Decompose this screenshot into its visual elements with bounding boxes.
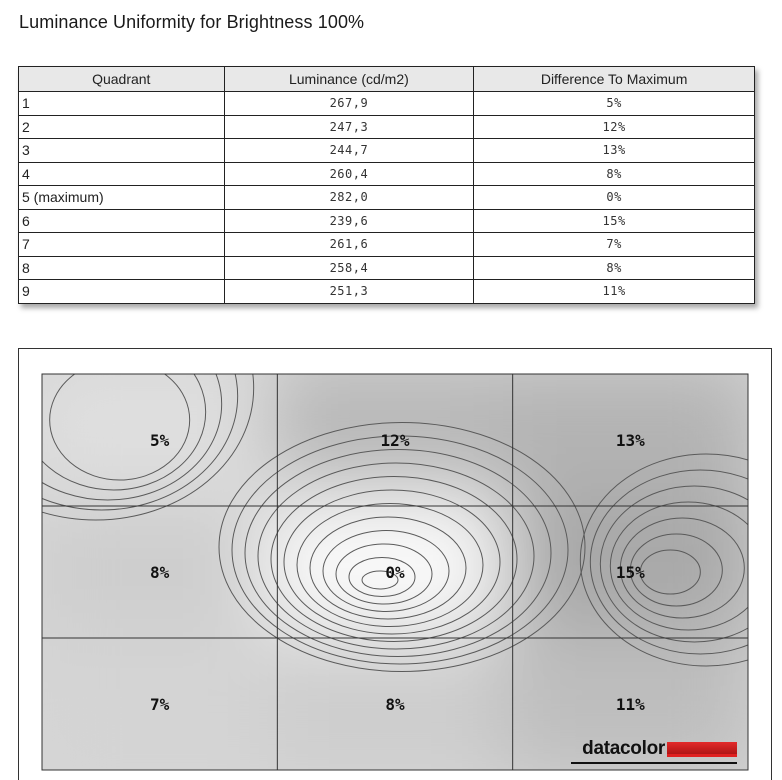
difference-cell: 7%	[474, 233, 755, 257]
luminance-cell: 282,0	[224, 186, 474, 210]
difference-cell: 15%	[474, 209, 755, 233]
page-title: Luminance Uniformity for Brightness 100%	[19, 12, 365, 32]
table-row	[19, 233, 755, 257]
quadrant-cell: 3	[19, 139, 225, 163]
quadrant-cell: 9	[19, 280, 225, 304]
luminance-cell: 244,7	[224, 139, 474, 163]
quadrant-cell: 5 (maximum)	[19, 186, 225, 210]
quadrant-percent-label: 8%	[150, 563, 170, 582]
quadrant-cell: 4	[19, 162, 225, 186]
luminance-cell: 267,9	[224, 92, 474, 116]
header-quadrant: Quadrant	[19, 67, 225, 92]
difference-cell: 5%	[474, 92, 755, 116]
luminance-cell: 239,6	[224, 209, 474, 233]
quadrant-percent-label: 15%	[615, 563, 645, 582]
datacolor-logo-underline	[571, 762, 737, 764]
datacolor-logo	[582, 738, 737, 760]
table-row	[19, 280, 755, 304]
luminance-cell: 258,4	[224, 256, 474, 280]
datacolor-logo-text: datacolor	[582, 738, 665, 759]
table-row	[19, 162, 755, 186]
luminance-cell: 260,4	[224, 162, 474, 186]
difference-cell: 8%	[474, 256, 755, 280]
quadrant-percent-label: 12%	[380, 431, 410, 450]
quadrant-cell: 8	[19, 256, 225, 280]
quadrant-percent-label: 11%	[615, 695, 645, 714]
table-row	[19, 139, 755, 163]
quadrant-percent-label: 5%	[150, 431, 170, 450]
difference-cell: 0%	[474, 186, 755, 210]
quadrant-percent-label: 0%	[385, 563, 405, 582]
table-row	[19, 256, 755, 280]
difference-cell: 11%	[474, 280, 755, 304]
luminance-cell: 251,3	[224, 280, 474, 304]
header-difference: Difference To Maximum	[474, 67, 755, 92]
difference-cell: 8%	[474, 162, 755, 186]
luminance-table-grid	[18, 66, 755, 304]
header-luminance: Luminance (cd/m2)	[224, 67, 474, 92]
table-row	[19, 186, 755, 210]
difference-cell: 13%	[474, 139, 755, 163]
table-row	[19, 209, 755, 233]
luminance-cell: 261,6	[224, 233, 474, 257]
uniformity-map	[18, 348, 772, 780]
quadrant-cell: 6	[19, 209, 225, 233]
luminance-cell: 247,3	[224, 115, 474, 139]
luminance-table	[18, 66, 755, 304]
uniformity-map-svg	[19, 349, 771, 780]
datacolor-logo-bar	[667, 742, 737, 757]
table-header-row	[19, 67, 755, 92]
table-row	[19, 92, 755, 116]
quadrant-percent-label: 7%	[150, 695, 170, 714]
difference-cell: 12%	[474, 115, 755, 139]
quadrant-cell: 1	[19, 92, 225, 116]
quadrant-cell: 2	[19, 115, 225, 139]
quadrant-percent-label: 13%	[615, 431, 645, 450]
quadrant-percent-label: 8%	[385, 695, 405, 714]
quadrant-cell: 7	[19, 233, 225, 257]
table-row	[19, 115, 755, 139]
